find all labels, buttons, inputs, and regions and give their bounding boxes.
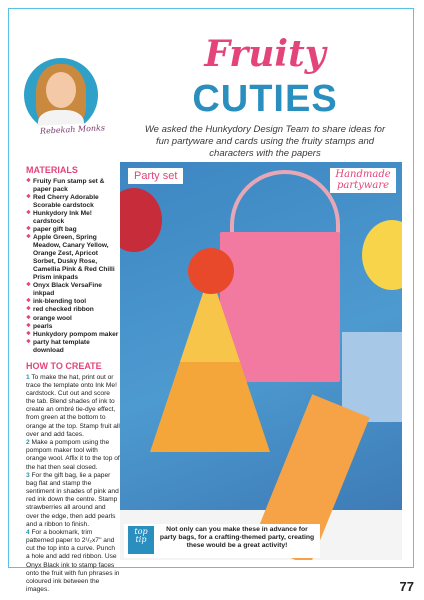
handmade-badge: Handmade partyware [330, 168, 396, 193]
top-tip-badge [128, 526, 154, 554]
materials-list [26, 178, 120, 355]
how-to-steps [26, 374, 120, 595]
photo-label: Party set [128, 168, 183, 184]
materials-item: ❖ Onyx Black VersaFine inkpad [26, 282, 120, 298]
step-number: 4 [26, 528, 30, 536]
materials-item: ❖ Apple Green, Spring Meadow, Canary Yellow, Orange Zest, Apricot Sorbet, Dusky Rose, Camellia Pink & Red Chilli Prism inkpads [26, 234, 120, 282]
tip-badge-line: top [134, 527, 148, 536]
step [26, 374, 120, 439]
materials-heading: MATERIALS [26, 165, 78, 175]
step-number: 1 [26, 373, 30, 381]
author-name: Rebekah Monks [36, 122, 110, 137]
party-set-photo [120, 162, 402, 560]
step-number: 3 [26, 471, 30, 479]
gift-box-image [342, 332, 402, 422]
pompom-image [188, 248, 234, 294]
step [26, 439, 120, 472]
step-number: 2 [26, 439, 30, 446]
step [26, 472, 120, 529]
materials-item: ❖ ink-blending tool [26, 298, 120, 306]
materials-item: ❖ party hat template download [26, 339, 120, 355]
materials-item: ❖ Hunkydory Ink Me! cardstock [26, 210, 120, 226]
title-fruity: Fruity [204, 33, 326, 75]
materials-item: ❖ paper gift bag [26, 226, 120, 234]
materials-item: ❖ Hunkydory pompom maker [26, 331, 120, 339]
top-tip-text: Not only can you make these in advance for party bags, for a crafting-themed party, creating these would be a great activity! [159, 526, 315, 550]
sidebar-instructions [26, 165, 120, 594]
materials-item: ❖ Fruity Fun stamp set & paper pack [26, 178, 120, 194]
step [26, 529, 120, 594]
title-cuties: CUTIES [192, 78, 338, 120]
step-text: For the gift bag, lie a paper bag flat and stamp the sentiment in shades of pink and red ink down the centre. Stamp strawberries all around and over the edge, then add pearls and a ribbon to finish. [26, 471, 119, 528]
author-avatar [24, 58, 98, 132]
avatar-face [46, 72, 76, 108]
tip-badge-line: tip [135, 535, 147, 545]
top-tip-box [124, 524, 320, 558]
materials-item: ❖ pearls [26, 323, 120, 331]
materials-item: ❖ Red Cherry Adorable Scorable cardstock [26, 194, 120, 210]
how-to-heading: HOW TO CREATE [26, 360, 102, 371]
step-text: For a bookmark, trim patterned paper to 2¹/₂x7'' and cut the top into a curve. Punch a hole and add red ribbon. Use Onyx Black ink to stamp faces onto the fruit with fun phrases in coloured ink between the images. [26, 528, 120, 594]
intro-text: We asked the Hunkydory Design Team to share ideas for fun partyware and cards using the fruity stamps and characters with the papers [144, 124, 386, 159]
page-number: 77 [399, 579, 414, 594]
materials-item: ❖ red checked ribbon [26, 306, 120, 314]
materials-item: ❖ orange wool [26, 315, 120, 323]
step-text: Make a pompom using the pompom maker tool with orange wool. Affix it to the top of the hat then seal closed. [26, 439, 120, 471]
step-text: To make the hat, print out or trace the template onto Ink Me! cardstock. Cut out and score the tab. Blend shades of ink to create an ombré tie-dye effect, from green at the bottom to orange at the top. Stamp fruit all over and add faces. [26, 373, 120, 438]
